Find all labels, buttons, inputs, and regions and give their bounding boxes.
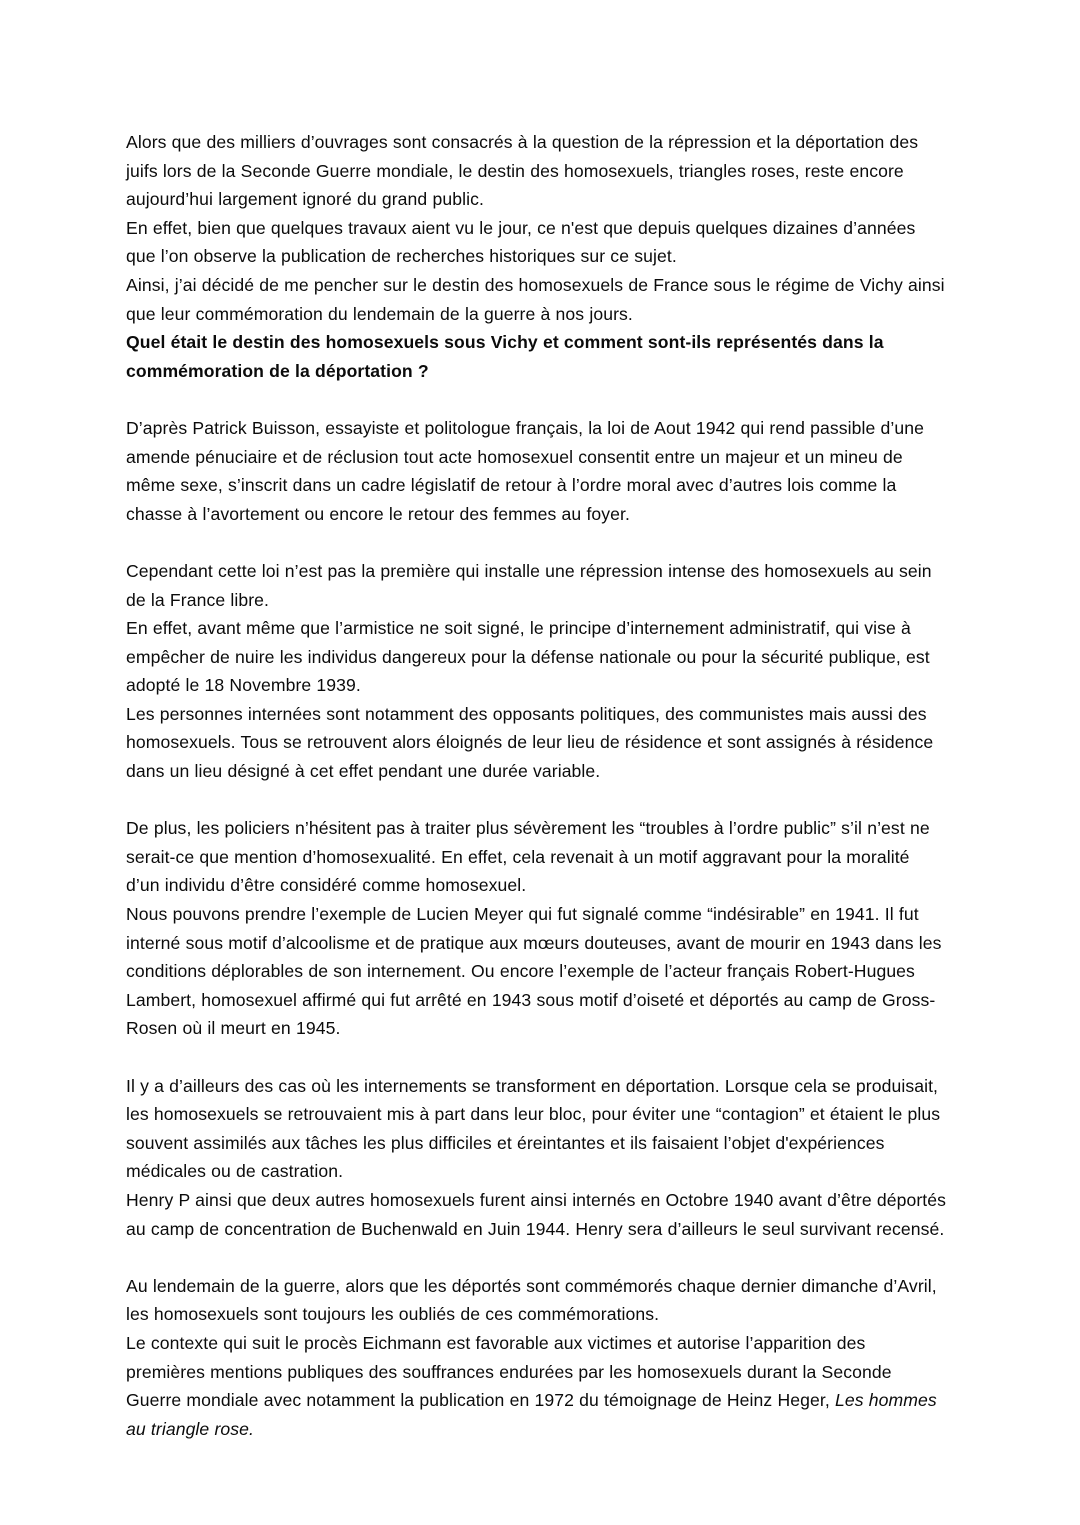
- paragraph-buisson: D’après Patrick Buisson, essayiste et politologue français, la loi de Aout 1942 qui rend passible d’une amende pénuciaire et de réclusion tout acte homosexuel consentit entre un majeur et un mineu de même sexe, s’inscrit dans un cadre législatif de retour à l’ordre moral avec d’autres lois comme la chasse à l’avortement ou encore le retour des femmes au foyer.: [126, 417, 925, 524]
- paragraph-problematique: Quel était le destin des homosexuels sous Vichy et comment sont-ils représentés dans la commémoration de la déportation ?: [126, 332, 884, 381]
- paragraph-henry-p: Henry P ainsi que deux autres homosexuels furent ainsi internés en Octobre 1940 avant d’être déportés au camp de concentration de Buchenwald en Juin 1944. Henry sera d’ailleurs le seul survivant recensé.: [126, 1189, 947, 1239]
- paragraph-intro-3: Ainsi, j’ai décidé de me pencher sur le destin des homosexuels de France sous le régime de Vichy ainsi que leur commémoration du lendemain de la guerre à nos jours.: [126, 274, 945, 324]
- paragraph-eichmann-text: Le contexte qui suit le procès Eichmann est favorable aux victimes et autorise l’apparition des premières mentions publiques des souffrances endurées par les homosexuels durant la Seconde Guerre mondiale avec notamment la publication en 1972 du témoignage de Heinz Heger,: [126, 1332, 892, 1411]
- paragraph-loi-non-premiere: Cependant cette loi n’est pas la première qui installe une répression intense des homosexuels au sein de la France libre.: [126, 560, 932, 610]
- paragraph-policiers: De plus, les policiers n’hésitent pas à traiter plus sévèrement les “troubles à l’ordre public” s’il n’est ne serait-ce que mention d’homosexualité. En effet, cela revenait à un motif aggravant pour la moralité d’un individu d’être considéré comme homosexuel.: [126, 818, 930, 896]
- paragraph-personnes-internees: Les personnes internées sont notamment des opposants politiques, des communistes mais aussi des homosexuels. Tous se retrouvent alors éloignés de leur lieu de résidence et sont assignés à résidence dans un lieu désigné à cet effet pendant une durée variable.: [126, 703, 934, 782]
- book-title-triangle-rose: Les hommes au triangle rose.: [126, 1390, 937, 1439]
- paragraph-commemoration: Au lendemain de la guerre, alors que les déportés sont commémorés chaque dernier dimanche d’Avril, les homosexuels sont toujours les oubliés de ces commémorations.: [126, 1275, 937, 1325]
- paragraph-intro-2: En effet, bien que quelques travaux aient vu le jour, ce n'est que depuis quelques dizaines d’années que l’on observe la publication de recherches historiques sur ce sujet.: [126, 217, 916, 267]
- paragraph-eichmann: [126, 1329, 948, 1443]
- paragraph-lucien-meyer: Nous pouvons prendre l’exemple de Lucien Meyer qui fut signalé comme “indésirable” en 1941. Il fut interné sous motif d’alcoolisme et de pratique aux mœurs douteuses, avant de mourir en 1943 dans les conditions déplorables de son internement. Ou encore l’exemple de l’acteur français Robert-Hugues Lambert, homosexuel affirmé qui fut arrêté en 1943 sous motif d’oiseté et déportés au camp de Gross-Rosen où il meurt en 1945.: [126, 904, 942, 1039]
- paragraph-internement-administratif: En effet, avant même que l’armistice ne soit signé, le principe d’internement administratif, qui vise à empêcher de nuire les individus dangereux pour la défense nationale ou pour la sécurité publique, est adopté le 18 Novembre 1939.: [126, 618, 930, 696]
- paragraph-intro: Alors que des milliers d’ouvrages sont consacrés à la question de la répression et la déportation des juifs lors de la Seconde Guerre mondiale, le destin des homosexuels, triangles roses, reste encore aujourd’hui largement ignoré du grand public.: [126, 132, 919, 210]
- paragraph-deportation: Il y a d’ailleurs des cas où les internements se transforment en déportation. Lorsque cela se produisait, les homosexuels se retrouvaient mis à part dans leur bloc, pour éviter une “contagion” et étaient le plus souvent assimilés aux tâches les plus difficiles et éreintantes et ils faisaient l’objet d'expériences médicales ou de castration.: [126, 1075, 941, 1182]
- document-body: [126, 128, 948, 1443]
